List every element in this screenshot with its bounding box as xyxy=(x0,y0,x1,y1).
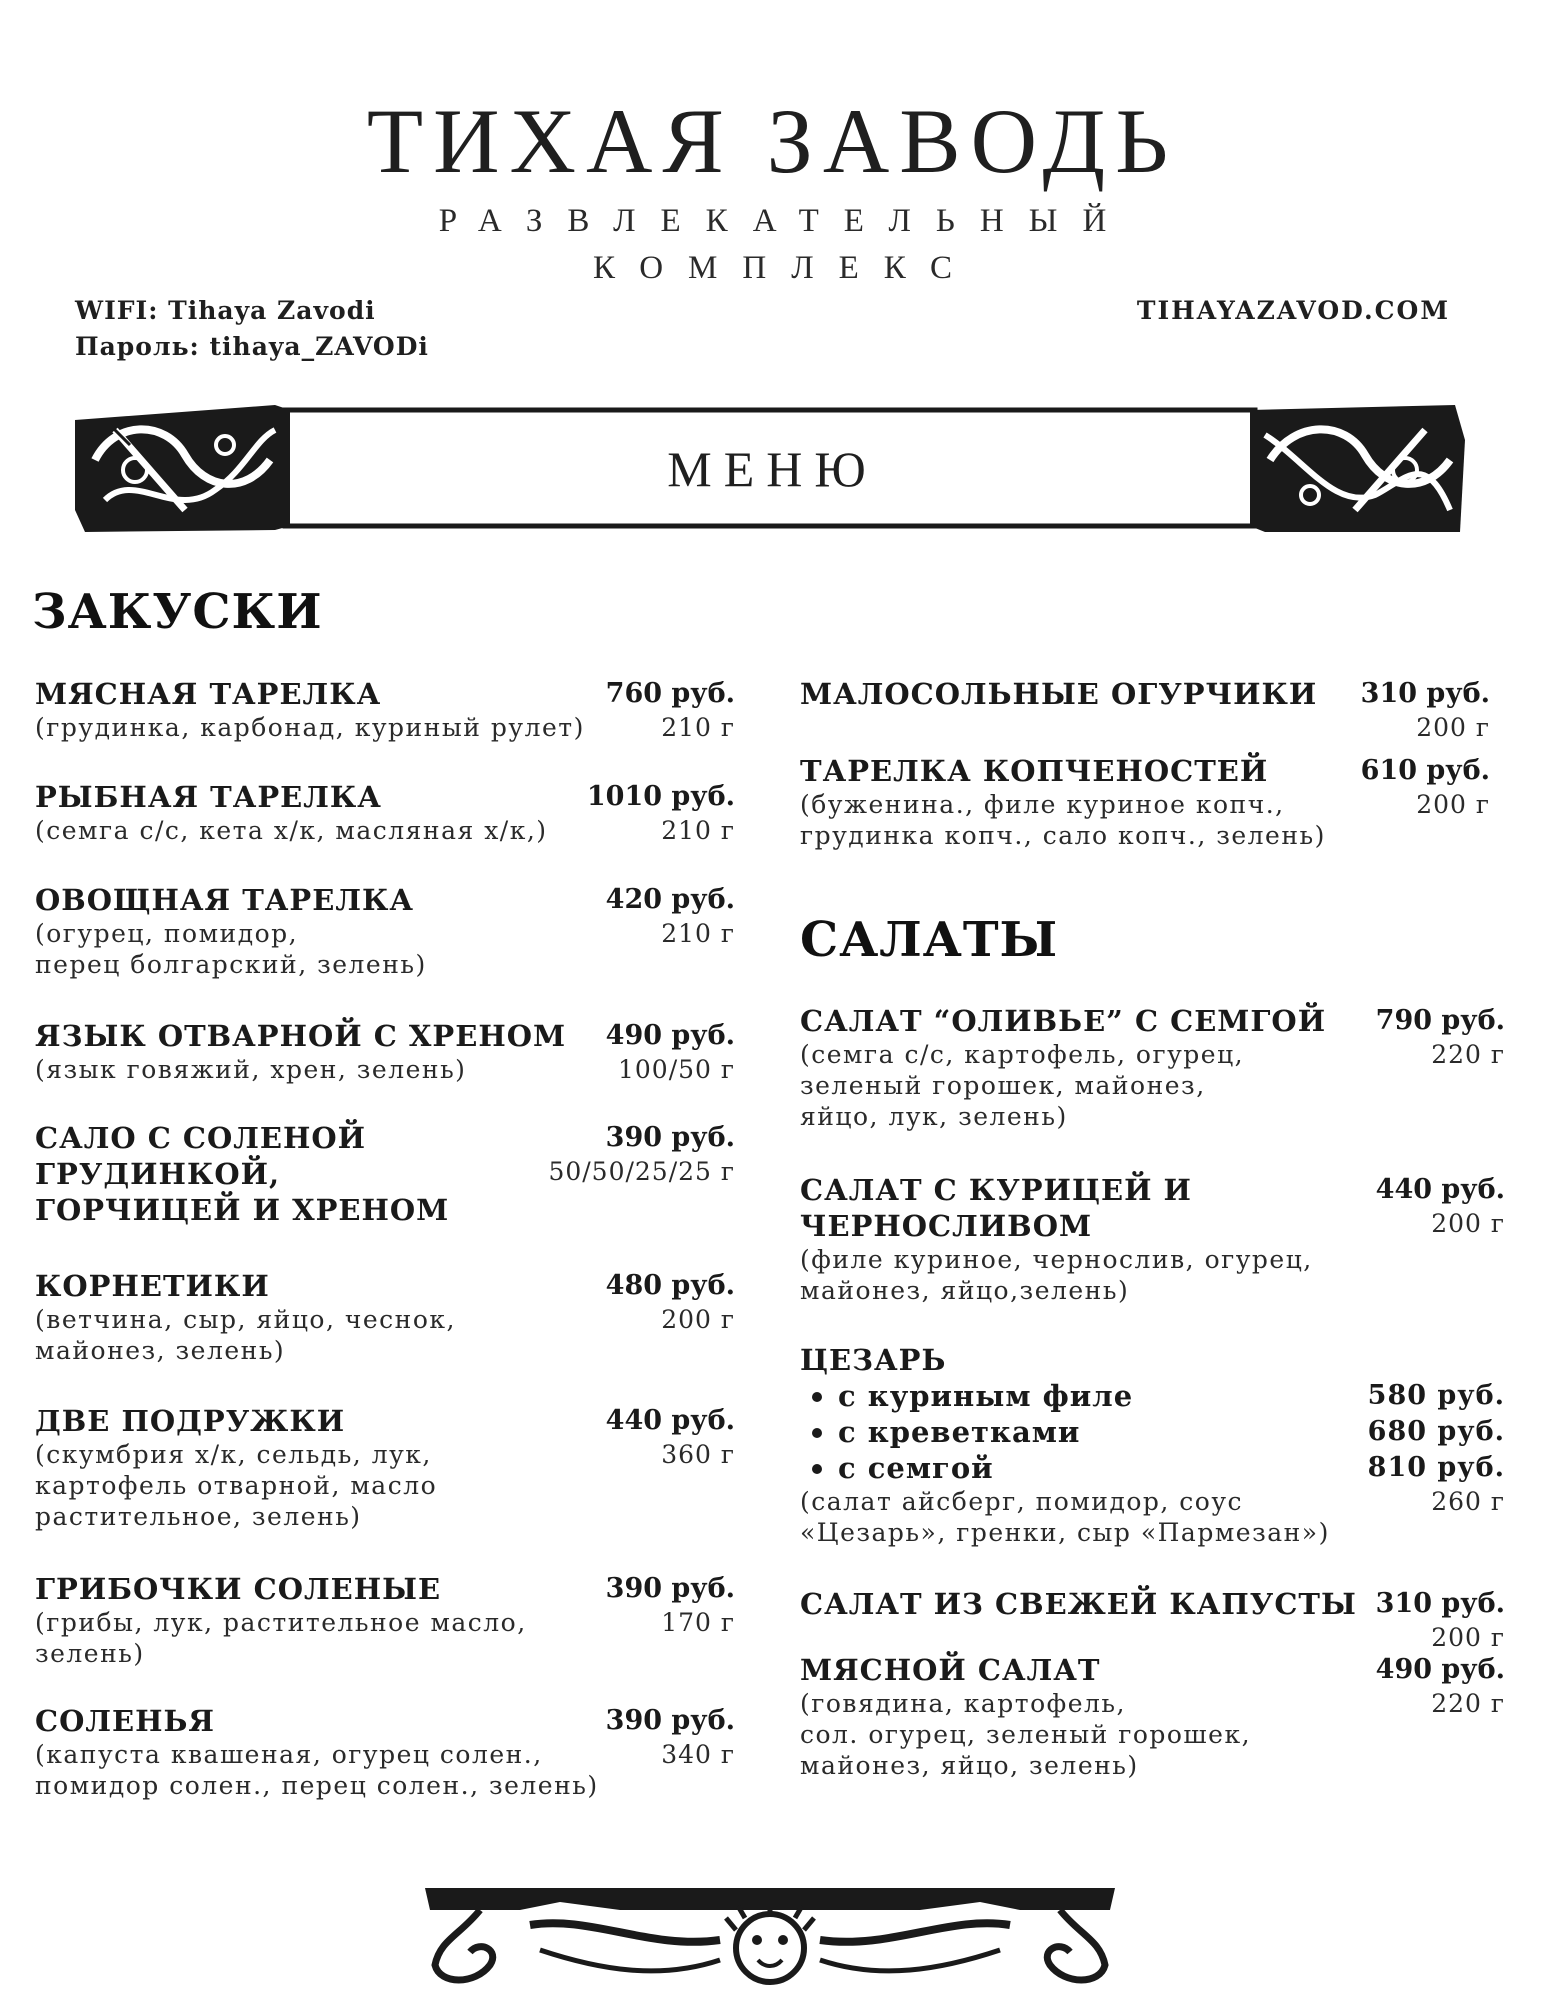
item-desc: (филе куриное, чернослив, огурец, майонез, яйцо,зелень) xyxy=(800,1245,1313,1305)
item-name: РЫБНАЯ ТАРЕЛКА xyxy=(35,780,382,814)
item-desc: (говядина, картофель, сол. огурец, зеленый горошек, майонез, яйцо, зелень) xyxy=(800,1689,1252,1780)
menu-item xyxy=(800,1003,1505,1132)
item-price: 790 руб. xyxy=(1375,1005,1505,1036)
item-price: 390 руб. xyxy=(605,1705,735,1736)
wifi-password: Пароль: tihaya_ZAVODi xyxy=(75,332,429,361)
wifi-name: WIFI: Tihaya Zavodi xyxy=(75,296,376,325)
menu-item-caesar xyxy=(800,1342,1505,1548)
item-desc: (грибы, лук, растительное масло, зелень) xyxy=(35,1608,527,1668)
subtitle-line-2: КОМПЛЕКС xyxy=(593,250,977,286)
menu-item xyxy=(35,1120,735,1228)
option-price: 810 руб. xyxy=(1367,1452,1505,1483)
item-desc: (семга с/с, кета х/к, масляная х/к,) xyxy=(35,816,548,845)
item-name: ОВОЩНАЯ ТАРЕЛКА xyxy=(35,883,414,917)
item-weight: 200 г xyxy=(1416,790,1490,819)
item-desc: (салат айсберг, помидор, соус «Цезарь», гренки, сыр «Пармезан») xyxy=(800,1487,1330,1547)
caesar-options xyxy=(800,1378,1505,1486)
item-price: 420 руб. xyxy=(605,884,735,915)
item-price: 1010 руб. xyxy=(586,781,735,812)
item-desc: (скумбрия х/к, сельдь, лук, картофель отварной, масло растительное, зелень) xyxy=(35,1440,438,1531)
item-desc: (семга с/с, картофель, огурец, зеленый горошек, майонез, яйцо, лук, зелень) xyxy=(800,1040,1245,1131)
subtitle-line-1: РАЗВЛЕКАТЕЛЬНЫЙ xyxy=(438,203,1132,239)
item-weight: 200 г xyxy=(1431,1623,1505,1652)
bullet-icon xyxy=(812,1464,822,1474)
item-weight: 210 г xyxy=(661,919,735,948)
item-price: 490 руб. xyxy=(605,1020,735,1051)
menu-item xyxy=(800,1172,1505,1306)
item-price: 490 руб. xyxy=(1375,1654,1505,1685)
item-desc: (капуста квашеная, огурец солен., помидор солен., перец солен., зелень) xyxy=(35,1740,599,1800)
menu-item xyxy=(800,753,1490,851)
item-weight: 340 г xyxy=(661,1740,735,1769)
menu-item xyxy=(35,1703,735,1801)
item-desc: (буженина., филе куриное копч., грудинка копч., сало копч., зелень) xyxy=(800,790,1326,850)
item-name: КОРНЕТИКИ xyxy=(35,1269,270,1303)
item-name: САЛО С СОЛЕНОЙ ГРУДИНКОЙ, ГОРЧИЦЕЙ И ХРЕНОМ xyxy=(35,1121,450,1227)
item-weight: 260 г xyxy=(1431,1487,1505,1516)
item-weight: 220 г xyxy=(1431,1040,1505,1069)
item-name: МАЛОСОЛЬНЫЕ ОГУРЧИКИ xyxy=(800,677,1318,711)
item-weight: 210 г xyxy=(661,713,735,742)
item-price: 610 руб. xyxy=(1360,755,1490,786)
option-price: 680 руб. xyxy=(1367,1416,1505,1447)
item-price: 390 руб. xyxy=(605,1573,735,1604)
item-desc: (ветчина, сыр, яйцо, чеснок, майонез, зелень) xyxy=(35,1305,456,1365)
item-price: 390 руб. xyxy=(605,1122,735,1153)
caesar-option xyxy=(800,1414,1505,1450)
bullet-icon xyxy=(812,1428,822,1438)
item-weight: 210 г xyxy=(661,816,735,845)
item-weight: 200 г xyxy=(1416,713,1490,742)
menu-item xyxy=(35,779,735,846)
item-weight: 360 г xyxy=(661,1440,735,1469)
item-name: МЯСНАЯ ТАРЕЛКА xyxy=(35,677,382,711)
item-name: САЛАТ “ОЛИВЬЕ” С СЕМГОЙ xyxy=(800,1004,1327,1038)
bullet-icon xyxy=(812,1392,822,1402)
menu-item xyxy=(35,1268,735,1366)
item-price: 440 руб. xyxy=(1375,1174,1505,1205)
menu-item xyxy=(35,1403,735,1532)
item-price: 480 руб. xyxy=(605,1270,735,1301)
item-weight: 200 г xyxy=(1431,1209,1505,1238)
item-price: 760 руб. xyxy=(605,678,735,709)
caesar-option xyxy=(800,1378,1505,1414)
item-desc: (огурец, помидор, перец болгарский, зелень) xyxy=(35,919,427,979)
item-name: ЯЗЫК ОТВАРНОЙ С ХРЕНОМ xyxy=(35,1019,567,1053)
option-price: 580 руб. xyxy=(1367,1380,1505,1411)
menu-item xyxy=(35,1018,735,1085)
item-weight: 220 г xyxy=(1431,1689,1505,1718)
option-label: с семгой xyxy=(838,1451,994,1485)
item-desc: (грудинка, карбонад, куриный рулет) xyxy=(35,713,585,742)
menu-item xyxy=(800,1586,1505,1652)
section-title-zakuski: ЗАКУСКИ xyxy=(32,584,323,640)
menu-item xyxy=(800,676,1490,742)
item-name: ЦЕЗАРЬ xyxy=(800,1343,947,1377)
item-price: 440 руб. xyxy=(605,1405,735,1436)
menu-item xyxy=(35,1571,735,1669)
item-weight: 50/50/25/25 г xyxy=(548,1157,735,1186)
section-title-salaty: САЛАТЫ xyxy=(800,912,1059,968)
menu-title: МЕНЮ xyxy=(667,441,878,497)
item-name: ДВЕ ПОДРУЖКИ xyxy=(35,1404,346,1438)
option-label: с куриным филе xyxy=(838,1379,1134,1413)
item-weight: 200 г xyxy=(661,1305,735,1334)
item-name: СОЛЕНЬЯ xyxy=(35,1704,215,1738)
caesar-option xyxy=(800,1450,1505,1486)
menu-item xyxy=(35,882,735,980)
item-name: ГРИБОЧКИ СОЛЕНЫЕ xyxy=(35,1572,442,1606)
brand-title: ТИХАЯ ЗАВОДЬ xyxy=(366,90,1179,192)
item-weight: 100/50 г xyxy=(618,1055,735,1084)
item-name: МЯСНОЙ САЛАТ xyxy=(800,1653,1101,1687)
item-desc: (язык говяжий, хрен, зелень) xyxy=(35,1055,467,1084)
lion-face-scroll-ornament-icon xyxy=(420,1880,1120,1990)
website-link[interactable]: TIHAYAZAVOD.COM xyxy=(1136,296,1450,325)
item-price: 310 руб. xyxy=(1360,678,1490,709)
item-name: ТАРЕЛКА КОПЧЕНОСТЕЙ xyxy=(800,754,1269,788)
menu-item xyxy=(800,1652,1505,1781)
menu-item xyxy=(35,676,735,743)
option-label: с креветками xyxy=(838,1415,1081,1449)
item-weight: 170 г xyxy=(661,1608,735,1637)
item-name: САЛАТ С КУРИЦЕЙ И ЧЕРНОСЛИВОМ xyxy=(800,1173,1192,1243)
item-name: САЛАТ ИЗ СВЕЖЕЙ КАПУСТЫ xyxy=(800,1587,1357,1621)
item-price: 310 руб. xyxy=(1375,1588,1505,1619)
